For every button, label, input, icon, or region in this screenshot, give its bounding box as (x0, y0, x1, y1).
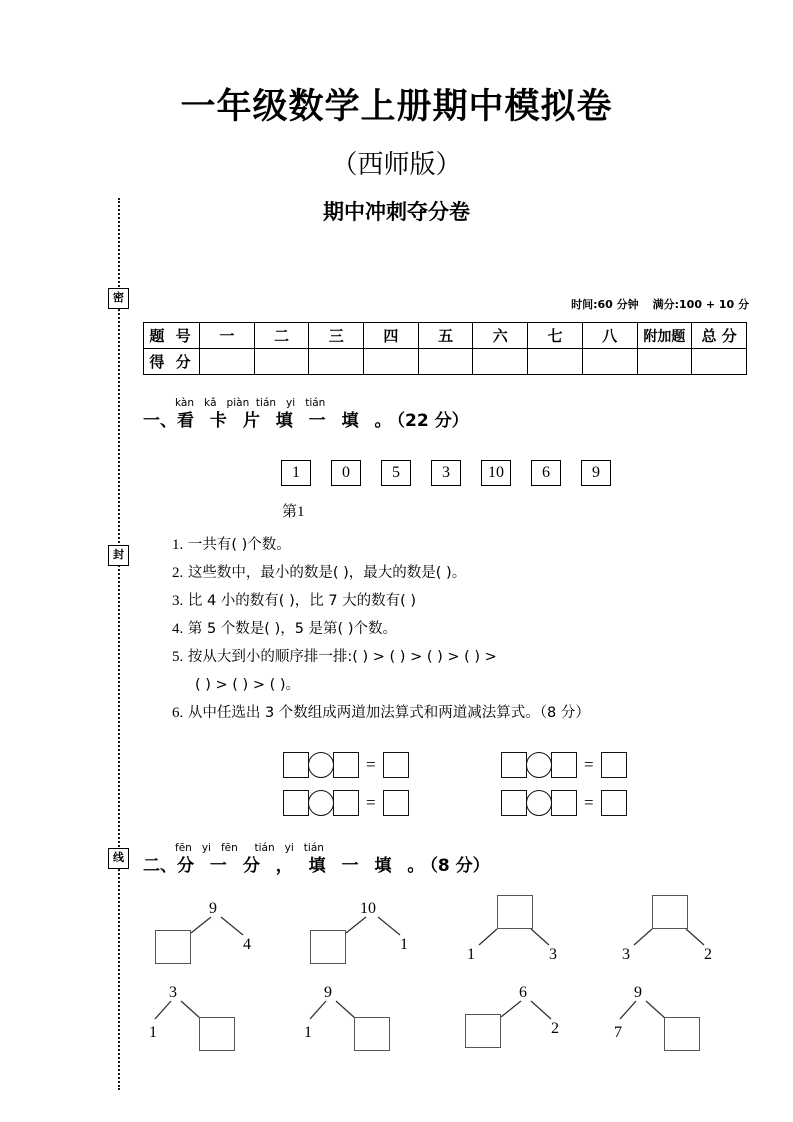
question-item-5-continuation: ( ) > ( ) > ( )。 (195, 677, 301, 693)
bond-top-value: 9 (634, 984, 642, 1001)
table-row-scores (144, 349, 747, 375)
col-header-2: 二 (254, 323, 309, 349)
equation-grid (283, 752, 683, 828)
bond-left-value: 1 (149, 1024, 157, 1041)
answer-box[interactable] (501, 752, 527, 778)
section-2-number: 二、 (143, 855, 177, 876)
operator-circle[interactable] (308, 752, 334, 778)
bond-left-value: 1 (304, 1024, 312, 1041)
question-text: 按从大到小的顺序排一排:( ) > ( ) > ( ) > ( ) > (187, 649, 497, 665)
answer-box[interactable] (601, 752, 627, 778)
number-bond (608, 893, 763, 977)
number-bond (608, 977, 763, 1061)
answer-box[interactable] (551, 752, 577, 778)
col-header-3: 三 (309, 323, 364, 349)
section-1-number: 一、 (143, 410, 177, 431)
number-card: 5 (381, 460, 411, 486)
question-item-6 (172, 699, 752, 727)
page-title: 一年级数学上册期中模拟卷 (180, 87, 613, 127)
equation-row (283, 752, 683, 778)
number-bond (453, 977, 608, 1061)
col-header-8: 八 (582, 323, 637, 349)
number-card: 6 (531, 460, 561, 486)
number-bond (143, 893, 298, 977)
score-cell-6[interactable] (473, 349, 528, 375)
bond-right-box[interactable] (199, 1017, 235, 1051)
answer-box[interactable] (283, 790, 309, 816)
exam-meta (571, 296, 749, 312)
number-card-row (281, 460, 611, 486)
number-card: 1 (281, 460, 311, 486)
bond-top-value: 6 (519, 984, 527, 1001)
bond-right-value: 1 (400, 936, 408, 953)
answer-box[interactable] (383, 790, 409, 816)
question-item-5 (172, 643, 752, 671)
section-2-score: （8 分） (429, 855, 490, 876)
section-2-pinyin (175, 843, 490, 854)
bond-right-value: 4 (243, 936, 251, 953)
equation-3 (283, 790, 501, 816)
card-caption-prefix: 第 (282, 502, 298, 520)
exam-total-score: 满分:100 + 10 分 (652, 298, 749, 311)
card-caption-number: 1 (297, 504, 305, 520)
col-header-7: 七 (528, 323, 583, 349)
number-bond (298, 893, 453, 977)
bond-left-value: 7 (614, 1024, 622, 1041)
pinyin-syllable: kǎ (204, 397, 217, 409)
number-bond-row-2 (143, 977, 763, 1061)
answer-box[interactable] (601, 790, 627, 816)
question-text: 比 4 小的数有( )，比 7 大的数有( ) (187, 593, 417, 609)
score-cell-1[interactable] (200, 349, 255, 375)
col-header-5: 五 (418, 323, 473, 349)
score-cell-extra[interactable] (637, 349, 692, 375)
bond-top-value: 9 (324, 984, 332, 1001)
number-bond (298, 977, 453, 1061)
number-card: 3 (431, 460, 461, 486)
bond-left-value: 3 (622, 946, 630, 963)
col-header-1: 一 (200, 323, 255, 349)
answer-box[interactable] (501, 790, 527, 816)
score-cell-5[interactable] (418, 349, 473, 375)
answer-box[interactable] (283, 752, 309, 778)
bond-left-box[interactable] (465, 1014, 501, 1048)
bond-right-box[interactable] (354, 1017, 390, 1051)
score-cell-2[interactable] (254, 349, 309, 375)
operator-circle[interactable] (308, 790, 334, 816)
number-card: 10 (481, 460, 511, 486)
score-table (143, 322, 747, 375)
bond-right-value: 3 (549, 946, 557, 963)
pinyin-syllable: tián (254, 842, 275, 854)
row-label-score: 得 分 (144, 349, 200, 375)
equation-4 (501, 790, 627, 816)
question-text: 这些数中，最小的数是( )，最大的数是( )。 (187, 565, 467, 581)
answer-box[interactable] (551, 790, 577, 816)
section-1-text: 看 卡 片 填 一 填 。 (177, 410, 397, 431)
pinyin-syllable: piàn (226, 397, 250, 409)
question-item-2 (172, 559, 752, 587)
bond-left-box[interactable] (155, 930, 191, 964)
section-1-pinyin (175, 398, 469, 409)
row-label-question: 题 号 (144, 323, 200, 349)
score-cell-8[interactable] (582, 349, 637, 375)
answer-box[interactable] (383, 752, 409, 778)
bond-top-box[interactable] (652, 895, 688, 929)
question-text: 从中任选出 3 个数组成两道加法算式和两道减法算式。（8 分） (187, 705, 590, 721)
bond-right-box[interactable] (664, 1017, 700, 1051)
table-row-question-numbers (144, 323, 747, 349)
question-index: 4. (172, 621, 184, 637)
section-1-title (143, 411, 469, 432)
question-item-1 (172, 531, 752, 559)
number-card: 9 (581, 460, 611, 486)
question-item-3 (172, 587, 752, 615)
equals-sign: = (366, 755, 376, 774)
question-index: 2. (172, 565, 184, 581)
pinyin-syllable: tián (303, 842, 324, 854)
equals-sign: = (584, 793, 594, 812)
score-cell-4[interactable] (364, 349, 419, 375)
section-1-heading (143, 398, 469, 432)
score-cell-7[interactable] (528, 349, 583, 375)
question-text: 第 5 个数是( )，5 是第( )个数。 (187, 621, 397, 637)
bond-left-value: 1 (467, 946, 475, 963)
col-header-total: 总 分 (692, 323, 747, 349)
operator-circle[interactable] (526, 752, 552, 778)
page-third-title: 期中冲刺夺分卷 (323, 200, 470, 225)
equals-sign: = (366, 793, 376, 812)
pinyin-syllable: tián (255, 397, 277, 409)
bond-right-value: 2 (704, 946, 712, 963)
pinyin-syllable: yi (284, 842, 294, 854)
pinyin-syllable: yi (286, 397, 296, 409)
pinyin-syllable: yi (201, 842, 211, 854)
section-2-title (143, 856, 490, 877)
equals-sign: = (584, 755, 594, 774)
answer-box[interactable] (333, 790, 359, 816)
section-1-score: （22 分） (396, 410, 469, 431)
bond-top-value: 3 (169, 984, 177, 1001)
equation-2 (501, 752, 627, 778)
pinyin-syllable: kàn (175, 397, 194, 409)
seal-mark-feng: 封 (108, 545, 129, 566)
equation-1 (283, 752, 501, 778)
number-bond (453, 893, 608, 977)
question-index: 5. (172, 649, 184, 665)
bond-right-value: 2 (551, 1020, 559, 1037)
bond-left-box[interactable] (310, 930, 346, 964)
question-list (172, 531, 752, 727)
exam-time: 时间:60 分钟 (571, 298, 639, 311)
number-bond-row-1 (143, 893, 763, 977)
question-text: 一共有( )个数。 (187, 537, 291, 553)
question-index: 3. (172, 593, 184, 609)
number-bond (143, 977, 298, 1061)
col-header-4: 四 (364, 323, 419, 349)
score-cell-3[interactable] (309, 349, 364, 375)
section-2-heading (143, 843, 490, 877)
bond-top-value: 9 (209, 900, 217, 917)
col-header-6: 六 (473, 323, 528, 349)
card-caption (282, 500, 305, 521)
score-cell-total[interactable] (692, 349, 747, 375)
seal-dotted-line (118, 198, 120, 1090)
seal-mark-xian: 线 (108, 848, 129, 869)
pinyin-syllable: fēn (175, 842, 192, 854)
pinyin-syllable: fēn (220, 842, 238, 854)
bond-top-box[interactable] (497, 895, 533, 929)
seal-mark-mi: 密 (108, 288, 129, 309)
question-index: 1. (172, 537, 184, 553)
col-header-extra: 附加题 (637, 323, 692, 349)
question-index: 6. (172, 705, 184, 721)
question-item-4 (172, 615, 752, 643)
number-card: 0 (331, 460, 361, 486)
page-subtitle: （西师版） (331, 149, 462, 180)
number-bond-area (143, 893, 763, 1061)
pinyin-syllable: tián (305, 397, 326, 409)
answer-box[interactable] (333, 752, 359, 778)
bond-top-value: 10 (360, 900, 376, 917)
operator-circle[interactable] (526, 790, 552, 816)
equation-row (283, 790, 683, 816)
section-2-text: 分 一 分 ， 填 一 填 。 (177, 855, 430, 876)
